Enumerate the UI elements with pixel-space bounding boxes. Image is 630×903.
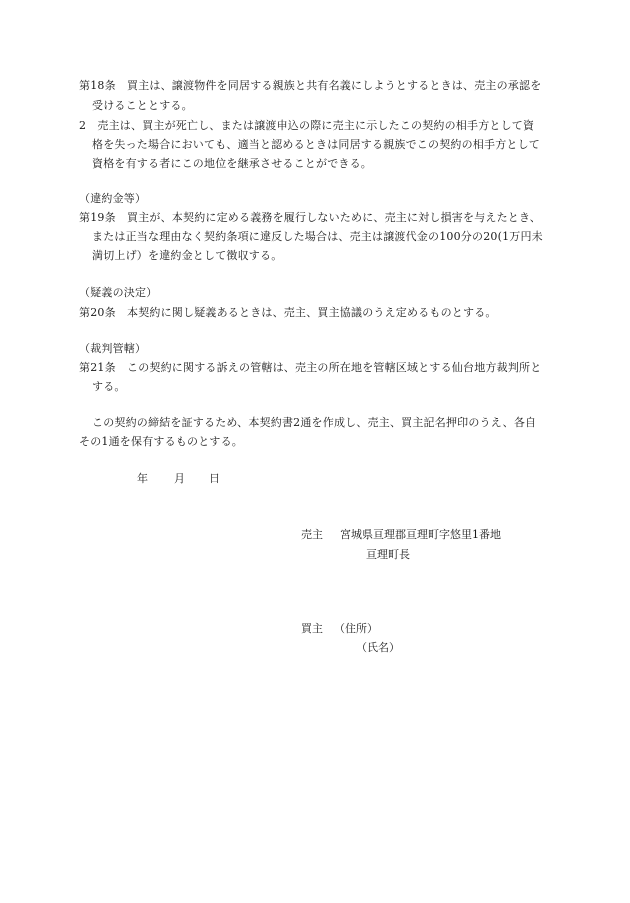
article-21-heading: （裁判管轄） [79, 342, 147, 355]
article-20-heading: （疑義の決定） [79, 286, 158, 299]
seller-address: 宮城県亘理郡亘理町字悠里1番地 [340, 528, 501, 541]
article-21-line-2: する。 [92, 380, 126, 393]
date-month: 月 [174, 472, 186, 485]
article-19-line-3: 満切上げ）を違約金として徴収する。 [92, 249, 283, 262]
seller-name: 亘理町長 [366, 548, 410, 561]
article-18-para2-line-3: 資格を有する者にこの地位を継承させることができる。 [92, 157, 372, 170]
seller-role: 売主 [301, 528, 323, 541]
article-18-para2-line-2: 格を失った場合においても、適当と認めるときは同居する親族でこの契約の相手方として [92, 138, 540, 151]
article-20-line-1: 第20条 本契約に関し疑義あるときは、売主、買主協議のうえ定めるものとする。 [79, 306, 497, 319]
closing-line-1: この契約の締結を証するため、本契約書2通を作成し、売主、買主記名押印のうえ、各自 [92, 416, 537, 429]
article-19-line-2: または正当な理由なく契約条項に違反した場合は、売主は譲渡代金の100分の20(1万円未 [92, 230, 543, 243]
date-year: 年 [137, 472, 149, 485]
date-day: 日 [209, 472, 221, 485]
article-18-line-2: 受けることとする。 [92, 99, 193, 112]
buyer-name-label: （氏名） [356, 641, 400, 654]
article-18-line-1: 第18条 買主は、譲渡物件を同居する親族と共有名義にしようとするときは、売主の承認を [79, 79, 542, 92]
buyer-role: 買主 [301, 622, 323, 635]
closing-line-2: その1通を保有するものとする。 [79, 435, 243, 448]
article-18-para2-line-1: 2 売主は、買主が死亡し、または譲渡申込の際に売主に示したこの契約の相手方として資 [79, 119, 535, 132]
article-19-heading: （違約金等） [79, 192, 147, 205]
article-19-line-1: 第19条 買主が、本契約に定める義務を履行しないために、売主に対し損害を与えたとき、 [79, 211, 541, 224]
buyer-address-label: （住所） [334, 622, 378, 635]
article-21-line-1: 第21条 この契約に関する訴えの管轄は、売主の所在地を管轄区域とする仙台地方裁判所と [79, 361, 542, 374]
